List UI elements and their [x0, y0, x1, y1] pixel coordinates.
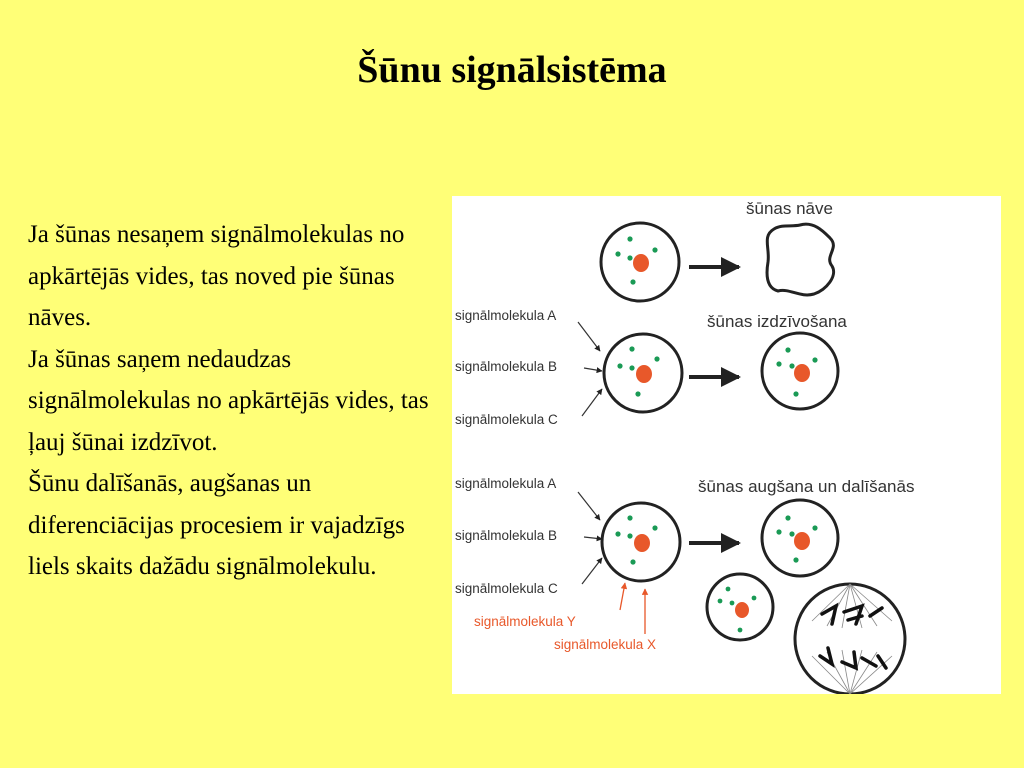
- cell-signaling-diagram: [452, 196, 1001, 694]
- row-survival: [455, 308, 847, 427]
- granule: [793, 391, 798, 396]
- granule: [812, 525, 817, 530]
- granule: [615, 251, 620, 256]
- granule: [615, 531, 620, 536]
- slide-title: Šūnu signālsistēma: [357, 49, 667, 91]
- cell-grown: [762, 500, 838, 576]
- label-death: šūnas nāve: [746, 199, 833, 218]
- label-signal-a: signālmolekula A: [455, 476, 557, 491]
- signal-arrow-y: [620, 583, 625, 610]
- granule: [629, 346, 634, 351]
- label-signal-c: signālmolekula C: [455, 412, 558, 427]
- granule: [730, 601, 735, 606]
- nucleus: [794, 532, 810, 550]
- granule: [652, 247, 657, 252]
- paragraph-death: Ja šūnas nesaņem signālmolekulas no apkārtējās vides, tas noved pie šūnas nāves.: [28, 221, 405, 331]
- nucleus: [633, 254, 649, 272]
- cell-small: [707, 574, 773, 640]
- granule: [776, 529, 781, 534]
- figure-panel: [452, 196, 1001, 694]
- nucleus: [634, 534, 650, 552]
- signal-arrow-b: [584, 368, 602, 371]
- cell-with-many-signals: [602, 503, 680, 581]
- cell-survived: [762, 333, 838, 409]
- granule: [617, 363, 622, 368]
- cell-no-signal: [601, 223, 679, 301]
- granule: [812, 357, 817, 362]
- signal-arrow-c: [582, 558, 602, 584]
- granule: [627, 236, 632, 241]
- granule: [627, 255, 632, 260]
- label-growth: šūnas augšana un dalīšanās: [698, 477, 915, 496]
- granule: [629, 365, 634, 370]
- granule: [789, 531, 794, 536]
- label-survival: šūnas izdzīvošana: [707, 312, 847, 331]
- granule: [776, 361, 781, 366]
- row-growth: [455, 476, 914, 694]
- nucleus: [794, 364, 810, 382]
- granule: [627, 533, 632, 538]
- granule: [738, 628, 743, 633]
- granule: [785, 347, 790, 352]
- granule: [630, 279, 635, 284]
- dividing-cell: [795, 584, 905, 694]
- label-signal-y: signālmolekula Y: [474, 614, 576, 629]
- granule: [718, 599, 723, 604]
- nucleus: [636, 365, 652, 383]
- signal-arrow-a: [578, 322, 600, 351]
- paragraph-growth: Šūnu dalīšanās, augšanas un diferenciācijas procesiem ir vajadzīgs liels skaits dažādu signālmolekulu.: [28, 470, 405, 580]
- dead-cell-outline: [767, 224, 834, 295]
- body-text: [28, 214, 448, 588]
- granule: [793, 557, 798, 562]
- label-signal-b: signālmolekula B: [455, 359, 558, 374]
- granule: [789, 363, 794, 368]
- granule: [635, 391, 640, 396]
- label-signal-x: signālmolekula X: [554, 637, 657, 652]
- granule: [654, 356, 659, 361]
- signal-arrow-c: [582, 389, 602, 416]
- row-death: [601, 199, 834, 301]
- granule: [726, 587, 731, 592]
- signal-arrow-b: [584, 537, 602, 539]
- signal-arrow-a: [578, 492, 600, 520]
- nucleus: [735, 602, 749, 618]
- granule: [752, 596, 757, 601]
- granule: [627, 515, 632, 520]
- granule: [785, 515, 790, 520]
- granule: [630, 559, 635, 564]
- label-signal-b: signālmolekula B: [455, 528, 558, 543]
- paragraph-survival: Ja šūnas saņem nedaudzas signālmolekulas no apkārtējās vides, tas ļauj šūnai izdzīvot.: [28, 345, 429, 456]
- label-signal-a: signālmolekula A: [455, 308, 557, 323]
- label-signal-c: signālmolekula C: [455, 581, 558, 596]
- cell-with-signals: [604, 334, 682, 412]
- granule: [652, 525, 657, 530]
